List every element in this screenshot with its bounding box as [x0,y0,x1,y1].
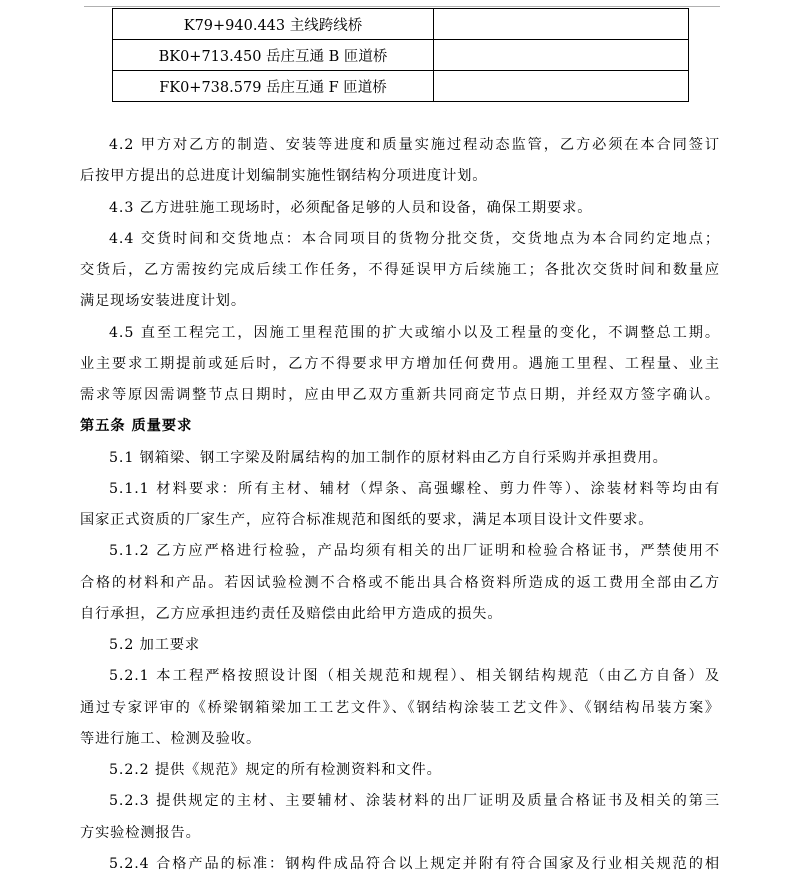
clause-5-2-2-line: 5.2.2 提供《规范》规定的所有检测资料和文件。 [109,762,442,778]
clause-5-1-2-line: 合格的材料和产品。若因试验检测不合格或不能出具合格资料所造成的返工费用全部由乙方 [80,574,720,591]
clause-4-3-line: 4.3 乙方进驻施工现场时，必须配备足够的人员和设备，确保工期要求。 [109,199,593,216]
table-row [113,9,689,40]
page-top-rule [84,6,720,7]
clause-4-2-line: 后按甲方提出的总进度计划编制实施性钢结构分项进度计划。 [80,168,488,185]
clause-5-2-1-line: 5.2.1 本工程严格按照设计图（相关规范和规程）、相关钢结构规范（由乙方自备）及 [109,668,720,685]
clause-5-1-1-line: 国家正式资质的厂家生产，应符合标准规范和图纸的要求，满足本项目设计文件要求。 [80,512,654,528]
value-cell [434,9,689,40]
clause-5-2-4-line: 5.2.4 合格产品的标准：钢构件成品符合以上规定并附有符合国家及行业相关规范的相 [109,855,720,872]
clause-4-4-line: 交货后，乙方需按约完成后续工作任务，不得延误甲方后续施工；各批次交货时间和数量应 [80,262,720,278]
clause-4-5-line: 需求等原因需调整节点日期时，应由甲乙双方重新共同商定节点日期，并经双方签字确认。 [80,387,720,403]
clause-5-1-2-line: 自行承担，乙方应承担违约责任及赔偿由此给甲方造成的损失。 [80,605,503,622]
clause-5-1-2-line: 5.1.2 乙方应严格进行检验，产品均须有相关的出厂证明和检验合格证书，严禁使用不 [109,543,720,560]
station-cell: K79+940.443 主线跨线桥 [113,9,434,40]
clause-5-1-line: 5.1 钢箱梁、钢工字梁及附属结构的加工制作的原材料由乙方自行采购并承担费用。 [109,449,668,466]
station-table [112,8,689,102]
station-cell: FK0+738.579 岳庄互通 F 匝道桥 [113,71,434,102]
clause-5-2-heading: 5.2 加工要求 [109,637,201,653]
clause-5-2-1-line: 等进行施工、检测及验收。 [80,730,262,747]
clause-5-2-1-line: 通过专家评审的《桥梁钢箱梁加工工艺文件》、《钢结构涂装工艺文件》、《钢结构吊装方案》 [80,699,720,716]
clause-5-2-3-line: 5.2.3 提供规定的主材、主要辅材、涂装材料的出厂证明及质量合格证书及相关的第三 [109,793,720,810]
document-body [80,133,720,883]
table-row [113,71,689,102]
section-5-heading: 第五条 质量要求 [80,418,193,435]
clause-4-5-line: 4.5 直至工程完工，因施工里程范围的扩大或缩小以及工程量的变化，不调整总工期。 [109,324,720,341]
table-row [113,40,689,71]
clause-4-4-line: 满足现场安装进度计划。 [80,293,246,310]
station-cell: BK0+713.450 岳庄互通 B 匝道桥 [113,40,434,71]
clause-4-4-line: 4.4 交货时间和交货地点：本合同项目的货物分批交货，交货地点为本合同约定地点； [109,230,720,247]
clause-4-5-line: 业主要求工期提前或延后时，乙方不得要求甲方增加任何费用。遇施工里程、工程量、业主 [80,355,720,372]
value-cell [434,71,689,102]
clause-5-1-1-line: 5.1.1 材料要求：所有主材、辅材（焊条、高强螺栓、剪力件等）、涂装材料等均由有 [109,480,720,497]
clause-5-2-3-line: 方实验检测报告。 [80,824,201,841]
clause-4-2-line: 4.2 甲方对乙方的制造、安装等进度和质量实施过程动态监管，乙方必须在本合同签订 [109,137,720,153]
value-cell [434,40,689,71]
